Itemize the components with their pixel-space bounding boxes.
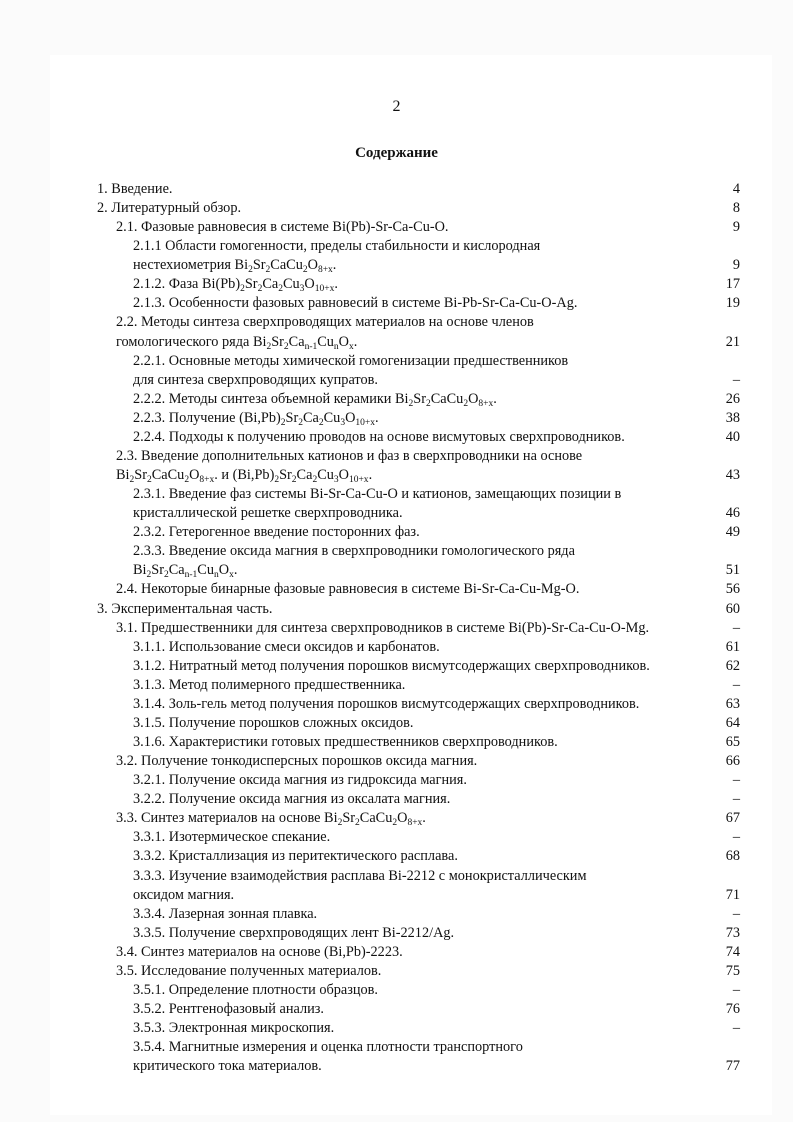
toc-entry-page: 68	[725, 848, 740, 865]
toc-entry-page: 76	[725, 1001, 740, 1017]
toc-entry-page: 61	[725, 638, 740, 655]
toc-entry-title: 3.3.2. Кристаллизация из перитектического расплава.	[133, 848, 458, 865]
toc-entry-title: 3.2.2. Получение оксида магния из оксалата магния.	[133, 791, 451, 808]
toc-entry-page: 38	[725, 409, 740, 426]
toc-entry-page: –	[732, 829, 740, 846]
toc-entry-title: 3.1.4. Золь-гель метод получения порошков висмутсодержащих сверхпроводников.	[133, 695, 640, 712]
toc-entry-title: оксидом магния.	[133, 886, 235, 903]
toc-entry-title: 3.3.1. Изотермическое спекание.	[133, 829, 331, 846]
toc-entry-title: критического тока материалов.	[133, 1058, 322, 1075]
toc-entry-page: 51	[725, 562, 740, 579]
toc-entry-title: 3.5. Исследование полученных материалов.	[116, 962, 382, 979]
toc-entry-title: 3.5.4. Магнитные измерения и оценка плотности транспортного	[133, 1039, 523, 1056]
toc-entry-title: 3.1.1. Использование смеси оксидов и карбонатов.	[133, 638, 440, 655]
toc-entry-page: 74	[725, 943, 740, 960]
toc-entry-title: 2.3.2. Гетерогенное введение посторонних фаз.	[133, 524, 420, 541]
toc-entry-page: 49	[725, 524, 740, 541]
toc-entry-title: 2.3. Введение дополнительных катионов и фаз в сверхпроводники на основе	[116, 447, 583, 464]
toc-entry-page: 62	[725, 657, 740, 674]
toc-entry-page: 73	[725, 924, 740, 941]
page-number: 2	[392, 98, 401, 115]
toc-entry-title: 2.1.1 Области гомогенности, пределы стабильности и кислородная	[133, 238, 541, 255]
toc-entry-page: 4	[732, 181, 740, 197]
toc-entry-page: 71	[725, 886, 740, 903]
toc-entry-page: –	[732, 905, 740, 922]
toc-entry-title: 3.5.3. Электронная микроскопия.	[133, 1020, 335, 1037]
toc-entry-page: 64	[725, 714, 740, 731]
toc-entry-page: 75	[725, 962, 740, 979]
toc-entry-page: 63	[725, 695, 740, 712]
toc-entry-title: $Bi_2Sr_2Ca_{n-1}Cu_nO_x$.	[133, 562, 238, 581]
toc-entry-page: 66	[725, 753, 740, 770]
toc-entry-title: 2.2. Методы синтеза сверхпроводящих материалов на основе членов	[116, 314, 534, 331]
toc-entry-title: 2.2.4. Подходы к получению проводов на основе висмутовых сверхпроводников.	[133, 428, 625, 445]
toc-entry-title: 2.2.1. Основные методы химической гомогенизации предшественников	[133, 352, 569, 369]
toc-entry-page: 43	[725, 467, 740, 484]
toc-entry-title: 2.1. Фазовые равновесия в системе Bi(Pb)-Sr-Ca-Cu-O.	[116, 219, 449, 236]
toc-entry-page: –	[732, 371, 740, 388]
toc-entry-title: 3.1. Предшественники для синтеза сверхпроводников в системе Bi(Pb)-Sr-Ca-Cu-O-Mg.	[116, 619, 650, 636]
toc-entry-title: 3.3.4. Лазерная зонная плавка.	[133, 905, 318, 922]
toc-entry-page: –	[732, 981, 740, 998]
toc-entry-page: 9	[732, 219, 740, 236]
toc-entry-page: –	[732, 772, 740, 789]
toc-entry-title: 3.2. Получение тонкодисперсных порошков оксида магния.	[116, 753, 478, 770]
toc-entry-title: 3.1.2. Нитратный метод получения порошков висмутсодержащих сверхпроводников.	[133, 657, 650, 674]
toc-entry-title: $Bi_2Sr_2CaCu_2O_{8+x}$. и $(Bi,Pb)_2Sr_2Ca_2Cu_3O_{10+x}$.	[116, 467, 373, 486]
toc-entry-title: 3.2.1. Получение оксида магния из гидроксида магния.	[133, 772, 467, 789]
toc-entry-title: 3.1.3. Метод полимерного предшественника.	[133, 676, 406, 693]
toc-entry-title: 3.3.5. Получение сверхпроводящих лент Bi-2212/Ag.	[133, 924, 455, 941]
toc-entry-page: 40	[725, 428, 740, 445]
toc-entry-page: –	[732, 676, 740, 693]
toc-entry-title: гомологического ряда $Bi_2Sr_2Ca_{n-1}Cu_nO_x$.	[116, 333, 358, 352]
toc-entry-page: 19	[725, 295, 740, 312]
toc-entry-page: 9	[732, 257, 740, 274]
toc-entry-page: 8	[732, 200, 740, 217]
toc-entry-page: –	[732, 791, 740, 808]
toc-entry-page: 26	[725, 390, 740, 407]
toc-entry-title: нестехиометрия $Bi_2Sr_2CaCu_2O_{8+x}$.	[133, 257, 337, 276]
toc-entry-title: 3.1.5. Получение порошков сложных оксидов.	[133, 714, 414, 731]
toc-entry-title: для синтеза сверхпроводящих купратов.	[133, 371, 378, 388]
toc-entry-page: 21	[725, 333, 740, 350]
toc-entry-title: 3.3. Синтез материалов на основе $Bi_2Sr_2CaCu_2O_{8+x}$.	[116, 810, 426, 829]
page-title: Содержание	[355, 145, 438, 161]
toc-entry-title: 2.2.2. Методы синтеза объемной керамики $Bi_2Sr_2CaCu_2O_{8+x}$.	[133, 390, 497, 409]
toc-entry-title: 3. Экспериментальная часть.	[97, 600, 273, 617]
toc-entry-title: 2.4. Некоторые бинарные фазовые равновесия в системе Bi-Sr-Ca-Cu-Mg-O.	[116, 581, 580, 598]
toc-entry-page: 17	[725, 276, 740, 293]
toc-entry-page: 60	[725, 600, 740, 617]
toc-entry-title: 1. Введение.	[97, 181, 173, 197]
toc-entry-title: 2.1.2. Фаза $Bi(Pb)_2Sr_2Ca_2Cu_3O_{10+x}$.	[133, 276, 338, 295]
toc-entry-title: 3.5.2. Рентгенофазовый анализ.	[133, 1001, 324, 1017]
toc-entry-title: 3.1.6. Характеристики готовых предшественников сверхпроводников.	[133, 734, 558, 751]
toc-entry-page: 67	[725, 810, 740, 827]
toc-entry-title: 3.5.1. Определение плотности образцов.	[133, 981, 379, 998]
toc-entry-title: 2. Литературный обзор.	[97, 200, 242, 217]
toc-entry-title: 2.3.1. Введение фаз системы Bi-Sr-Ca-Cu-O и катионов, замещающих позиции в	[133, 486, 622, 503]
toc-entry-page: –	[732, 1020, 740, 1037]
toc-entry-title: 2.2.3. Получение $(Bi,Pb)_2Sr_2Ca_2Cu_3O_{10+x}$.	[133, 409, 379, 428]
toc-entry-title: кристаллической решетке сверхпроводника.	[133, 505, 403, 522]
toc-entry-page: 46	[725, 505, 740, 522]
toc-entry-page: –	[732, 619, 740, 636]
toc-entry-title: 2.3.3. Введение оксида магния в сверхпроводники гомологического ряда	[133, 543, 575, 560]
toc-entry-page: 77	[725, 1058, 740, 1075]
toc-entry-title: 3.4. Синтез материалов на основе (Bi,Pb)-2223.	[116, 943, 403, 960]
toc-entry-title: 2.1.3. Особенности фазовых равновесий в системе Bi-Pb-Sr-Ca-Cu-O-Ag.	[133, 295, 578, 312]
toc-entry-page: 56	[725, 581, 740, 598]
toc-entry-title: 3.3.3. Изучение взаимодействия расплава Bi-2212 с монокристаллическим	[133, 867, 587, 884]
toc-entry-page: 65	[725, 734, 740, 751]
